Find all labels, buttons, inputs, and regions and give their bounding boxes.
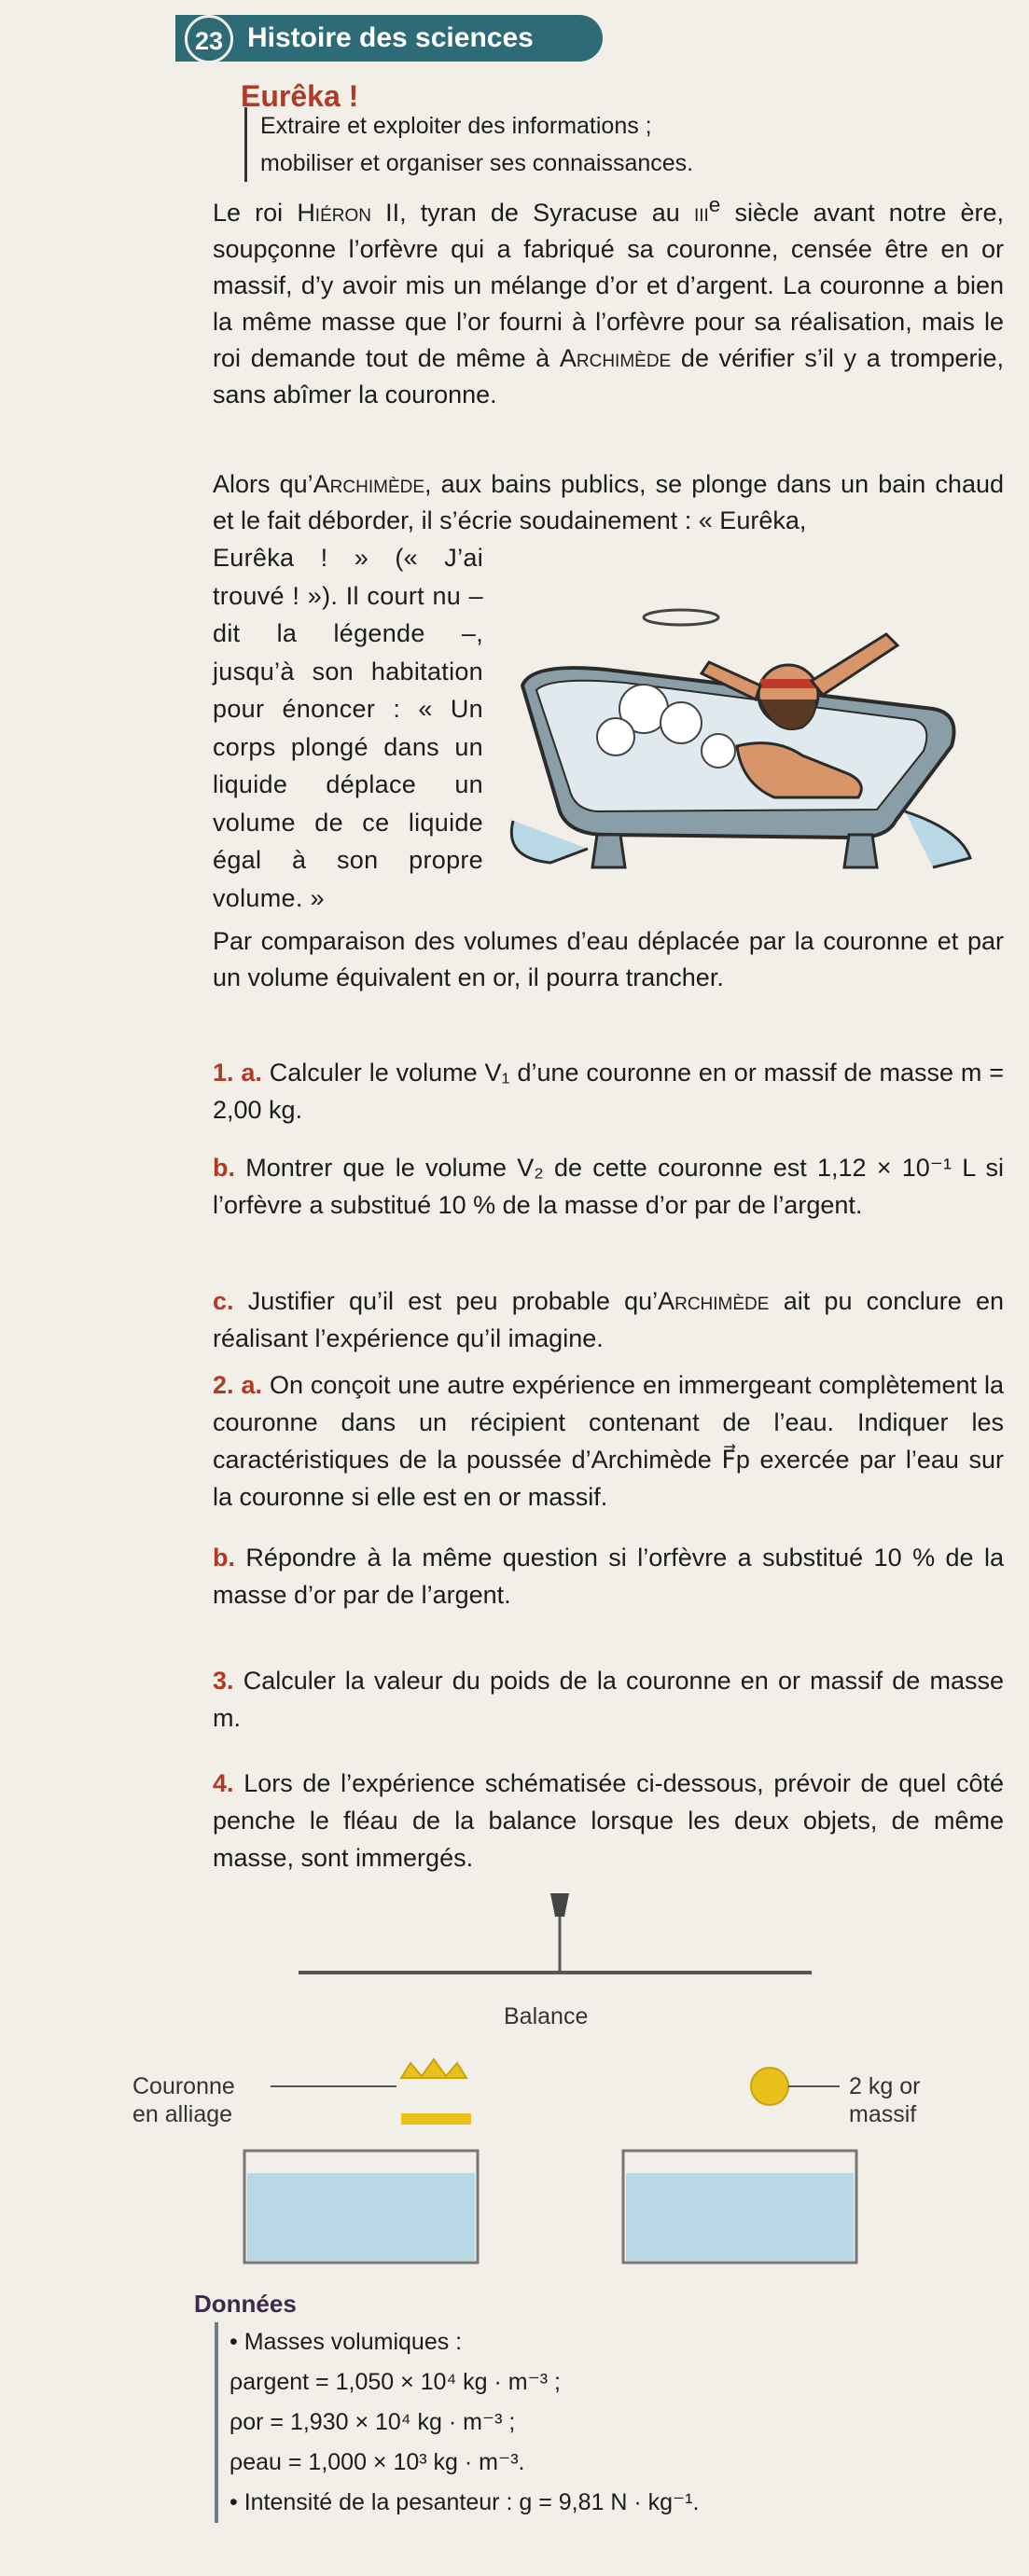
- balance-pivot: [550, 1893, 569, 1917]
- story-paragraph: Alors qu’Archimède, aux bains publics, se plonge dans un bain chaud et le fait déborder, il s’écrie soudainement : « Eurêka,: [213, 470, 1004, 534]
- archimedes-bath-illustration: [494, 597, 989, 895]
- crown-alloy-block: [401, 2113, 471, 2125]
- right-object-label-1: 2 kg or: [849, 2073, 921, 2099]
- conclusion-paragraph: Par comparaison des volumes d’eau déplacée par la couronne et par un volume équivalent en or, il pourra trancher.: [213, 927, 1004, 991]
- right-object-label-2: massif: [849, 2101, 917, 2127]
- question-1a: 1. a. Calculer le volume V₁ d’une couronne en or massif de masse m = 2,00 kg.: [213, 1059, 1004, 1124]
- balance-diagram: [131, 1893, 989, 2266]
- question-3: 3. Calculer la valeur du poids de la couronne en or massif de masse m.: [213, 1667, 1004, 1732]
- exercise-number: 23: [185, 15, 233, 63]
- rho-argent: ρargent = 1,050 × 10⁴ kg · m⁻³ ;: [229, 2369, 562, 2395]
- gravity-value: • Intensité de la pesanteur : g = 9,81 N · kg⁻¹.: [229, 2489, 700, 2515]
- objectives-box: [244, 107, 857, 182]
- intro-paragraph: Le roi Hiéron II, tyran de Syracuse au iii$^e$ siècle avant notre ère, soupçonne l’orfèvre qui a fabriqué sa couronne, censée être en or massif, d’y avoir mis un mélange d’or et d’argent. La couronne a bien la même masse que l’or fourni à l’orfèvre pour sa réalisation, mais le roi demande tout de même à Archimède de vérifier s’il y a tromperie, sans abîmer la couronne.: [213, 193, 1005, 409]
- left-water: [247, 2173, 475, 2261]
- donnees-title: Données: [194, 2290, 297, 2318]
- balance-label: Balance: [504, 2003, 589, 2029]
- question-2b: b. Répondre à la même question si l’orfèvre a substitué 10 % de la masse d’or par de l’argent.: [213, 1544, 1004, 1609]
- left-object-label-2: en alliage: [132, 2101, 233, 2127]
- objective-item: mobiliser et organiser ses connaissances.: [260, 150, 694, 176]
- question-1c: c. Justifier qu’il est peu probable qu’Archimède ait pu conclure en réalisant l’expérience qu’il imagine.: [213, 1287, 1004, 1352]
- crown-alloy-icon: [401, 2059, 466, 2078]
- rho-eau: ρeau = 1,000 × 10³ kg · m⁻³.: [229, 2449, 525, 2475]
- question-4: 4. Lors de l’expérience schématisée ci-dessous, prévoir de quel côté penche le fléau de la balance lorsque les deux objets, de même masse, sont immergés.: [213, 1769, 1004, 1872]
- masses-heading: • Masses volumiques :: [229, 2329, 463, 2355]
- section-title: Histoire des sciences: [247, 22, 534, 53]
- right-water: [626, 2173, 854, 2261]
- donnees-box: [215, 2322, 827, 2523]
- story-paragraph-cont: Eurêka ! » (« J’ai trouvé ! »). Il court nu – dit la légende –, jusqu’à son habitation pour énoncer : « Un corps plongé dans un liquide déplace un volume de ce liquide égal à son propre volume. »: [213, 544, 483, 912]
- gold-ball-icon: [751, 2068, 788, 2105]
- rho-or: ρor = 1,930 × 10⁴ kg · m⁻³ ;: [229, 2409, 516, 2435]
- question-1b: b. Montrer que le volume V₂ de cette couronne est 1,12 × 10⁻¹ L si l’orfèvre a substitué 10 % de la masse d’or par de l’argent.: [213, 1154, 1004, 1219]
- exercise-title: Eurêka !: [241, 79, 359, 113]
- question-2a: 2. a. On conçoit une autre expérience en immergeant complètement la couronne dans un récipient contenant de l’eau. Indiquer les caractéristiques de la poussée d’Archimède F⃗p exercée par l’eau sur la couronne si elle est en or massif.: [213, 1371, 1005, 1511]
- objective-item: Extraire et exploiter des informations ;: [260, 113, 652, 139]
- left-object-label-1: Couronne: [132, 2073, 235, 2099]
